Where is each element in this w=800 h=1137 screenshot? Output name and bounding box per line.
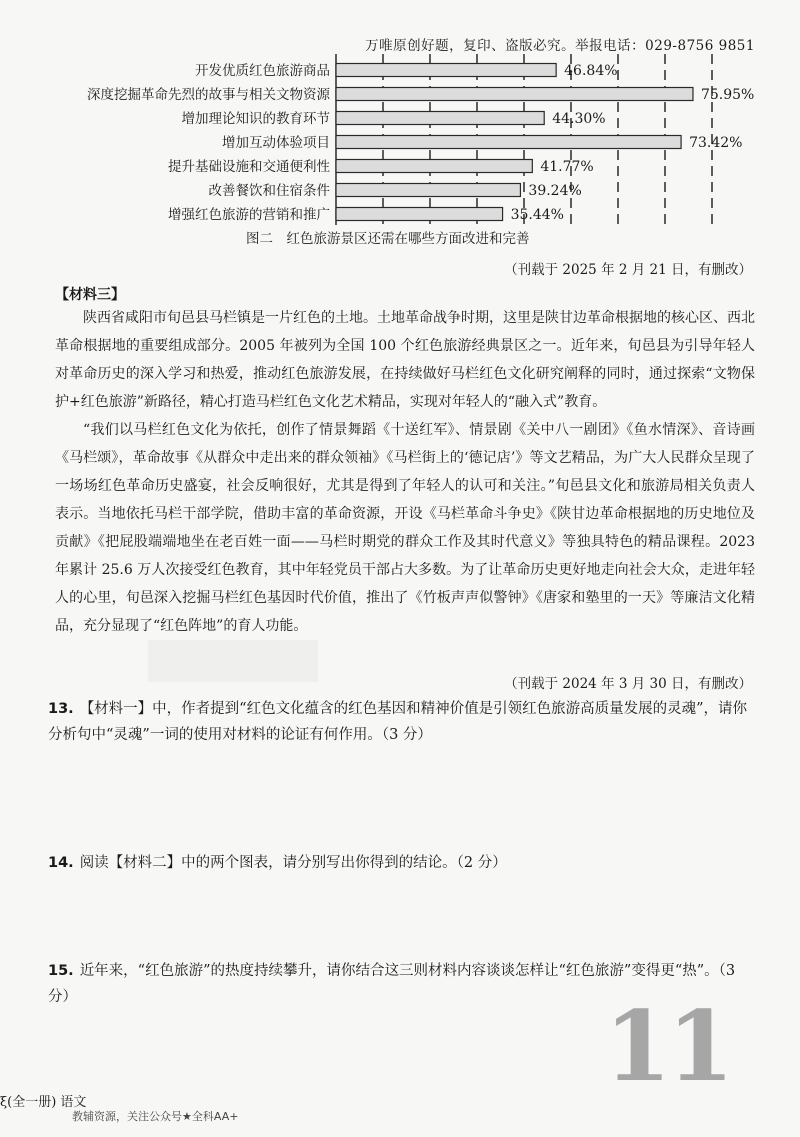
question-text: 近年来，“红色旅游”的热度持续攀升，请你结合这三则材料内容谈谈怎样让“红色旅游”变得更“热”。（3 分） bbox=[48, 963, 736, 1005]
chart-category-label: 增加理论知识的教育环节 bbox=[181, 111, 330, 127]
material3-title: 【材料三】 bbox=[55, 287, 125, 303]
figure-source: （刊载于 2025 年 2 月 21 日，有删改） bbox=[504, 262, 752, 278]
bar-chart bbox=[0, 50, 800, 225]
question-number: 14. bbox=[48, 855, 74, 871]
question-number: 13. bbox=[48, 701, 74, 717]
question-number: 15. bbox=[48, 963, 74, 979]
chart-value-label: 39.24% bbox=[528, 183, 582, 199]
question-text: 【材料一】中，作者提到“红色文化蕴含的红色基因和精神价值是引领红色旅游高质量发展的灵魂”，请你分析句中“灵魂”一词的使用对材料的论证有何作用。（3 分） bbox=[48, 701, 748, 743]
chart-category-labels bbox=[87, 62, 330, 223]
chart-bar bbox=[336, 208, 503, 221]
question-14 bbox=[48, 850, 758, 876]
figure-caption: 图二 红色旅游景区还需在哪些方面改进和完善 bbox=[246, 231, 530, 247]
chart-value-label: 46.84% bbox=[564, 63, 618, 79]
material3-paragraph: “我们以马栏红色文化为依托，创作了情景舞蹈《十送红军》、情景剧《关中八一剧团》《鱼水情深》、音诗画《马栏颂》，革命故事《从群众中走出来的群众领袖》《马栏街上的‘德记店’》等文艺精品，为广大人民群众呈现了一场场红色革命历史盛宴，社会反响很好，尤其是得到了年轻人的认可和关注。”旬邑县文化和旅游局相关负责人表示。当地依托马栏干部学院，借助丰富的革命资源，开设《马栏革命斗争史》《陕甘边革命根据地的历史地位及贡献》《把屁股端端地坐在老百姓一面——马栏时期党的群众工作及其时代意义》等独具特色的精品课程。2023 年累计 25.6 万人次接受红色教育，其中年轻党员干部占大多数。为了让革命历史更好地走向社会大众，走进年轻人的心里，旬邑深入挖掘马栏红色基因时代价值，推出了《竹板声声似警钟》《唐家和塾里的一天》等廉洁文化精品，充分显现了“红色阵地”的育人功能。 bbox=[55, 422, 755, 634]
chart-bar bbox=[336, 88, 693, 101]
chart-bar bbox=[336, 64, 556, 77]
chart-category-label: 改善餐饮和住宿条件 bbox=[208, 183, 330, 199]
scan-blur-patch bbox=[148, 640, 318, 682]
page-number: 11 bbox=[604, 990, 730, 1103]
chart-value-label: 75.95% bbox=[700, 87, 755, 103]
chart-category-label: 提升基础设施和交通便利性 bbox=[168, 159, 330, 175]
chart-bar bbox=[336, 136, 681, 149]
book-label: ξ(全一册) 语文 bbox=[0, 1095, 87, 1110]
question-13 bbox=[48, 696, 758, 748]
material3-paragraph: 陕西省咸阳市旬邑县马栏镇是一片红色的土地。土地革命战争时期，这里是陕甘边革命根据地的核心区、西北革命根据地的重要组成部分。2005 年被列为全国 100 个红色旅游经典景区之一。近年来，旬邑县为引导年轻人对革命历史的深入学习和热爱，推动红色旅游发展，在持续做好马栏红色文化研究阐释的同时，通过探索“文物保护+红色旅游”新路径，精心打造马栏红色文化艺术精品，实现对年轻人的“融入式”教育。 bbox=[55, 310, 755, 410]
material3-source: （刊载于 2024 年 3 月 30 日，有删改） bbox=[504, 676, 752, 692]
chart-category-label: 开发优质红色旅游商品 bbox=[195, 63, 330, 79]
question-text: 阅读【材料二】中的两个图表，请分别写出你得到的结论。（2 分） bbox=[79, 855, 507, 871]
chart-value-label: 35.44% bbox=[510, 207, 564, 223]
chart-bars bbox=[336, 64, 693, 221]
chart-bar bbox=[336, 112, 544, 125]
chart-bar bbox=[336, 160, 532, 173]
chart-category-label: 增加互动体验项目 bbox=[222, 135, 330, 151]
chart-value-label: 44.30% bbox=[552, 111, 606, 127]
material3-body bbox=[55, 304, 755, 640]
copyright-note: 万唯原创好题，复印、盗版必究。举报电话：029-8756 9851 bbox=[365, 38, 755, 54]
chart-category-label: 增强红色旅游的营销和推广 bbox=[168, 207, 330, 223]
chart-value-label: 41.77% bbox=[540, 159, 594, 175]
watermark-text: 教辅资源，关注公众号★全科AA+ bbox=[72, 1110, 239, 1123]
chart-value-label: 73.42% bbox=[689, 135, 743, 151]
chart-bar bbox=[336, 184, 520, 197]
chart-category-label: 深度挖掘革命先烈的故事与相关文物资源 bbox=[87, 87, 330, 103]
